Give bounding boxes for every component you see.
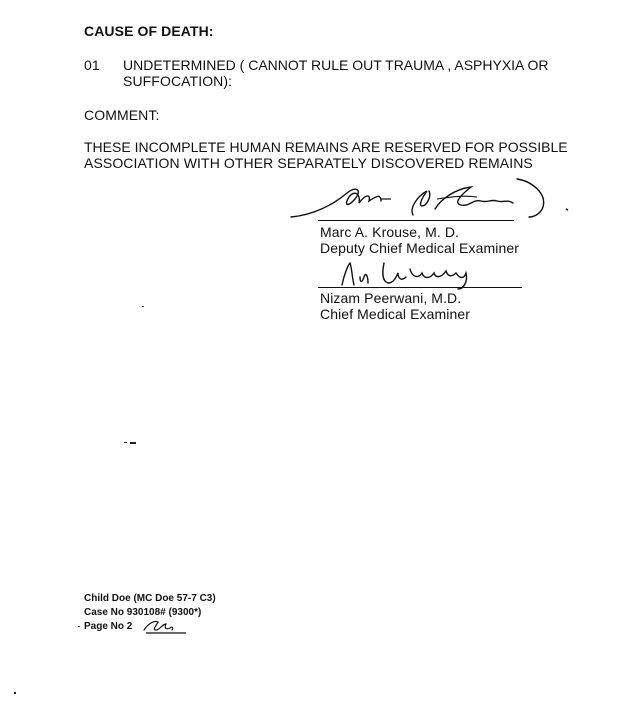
signatory-2-title: Chief Medical Examiner <box>320 306 471 322</box>
handwritten-signature-icon <box>285 175 575 225</box>
footer-line-3: Page No 2 <box>84 621 133 632</box>
handwritten-initials-icon <box>142 616 188 636</box>
signatory-2-name: Nizam Peerwani, M.D. <box>320 290 462 306</box>
signatory-1-name: Marc A. Krouse, M. D. <box>320 224 460 240</box>
comment-line-1: THESE INCOMPLETE HUMAN REMAINS ARE RESERVED FOR POSSIBLE <box>84 139 568 155</box>
signature-line-2 <box>318 287 522 288</box>
handwritten-signature-icon <box>338 255 478 291</box>
cause-item-line-2: SUFFOCATION): <box>123 73 233 89</box>
scan-speck <box>78 626 80 627</box>
scan-speck <box>14 692 16 694</box>
cause-item-line-1: UNDETERMINED ( CANNOT RULE OUT TRAUMA , ASPHYXIA OR <box>123 57 549 73</box>
comment-line-2: ASSOCIATION WITH OTHER SEPARATELY DISCOVERED REMAINS <box>84 155 533 171</box>
footer-line-1: Child Doe (MC Doe 57-7 C3) <box>84 593 216 604</box>
signatory-1-title: Deputy Chief Medical Examiner <box>320 240 519 256</box>
scan-speck <box>130 442 136 444</box>
comment-heading: COMMENT: <box>84 107 160 123</box>
scan-speck <box>142 306 144 307</box>
cause-of-death-heading: CAUSE OF DEATH: <box>84 23 214 39</box>
footer-line-2: Case No 930108# (9300*) <box>84 607 202 618</box>
scan-speck <box>124 442 127 443</box>
signature-line-1 <box>318 220 514 221</box>
cause-item-number: 01 <box>84 57 100 73</box>
